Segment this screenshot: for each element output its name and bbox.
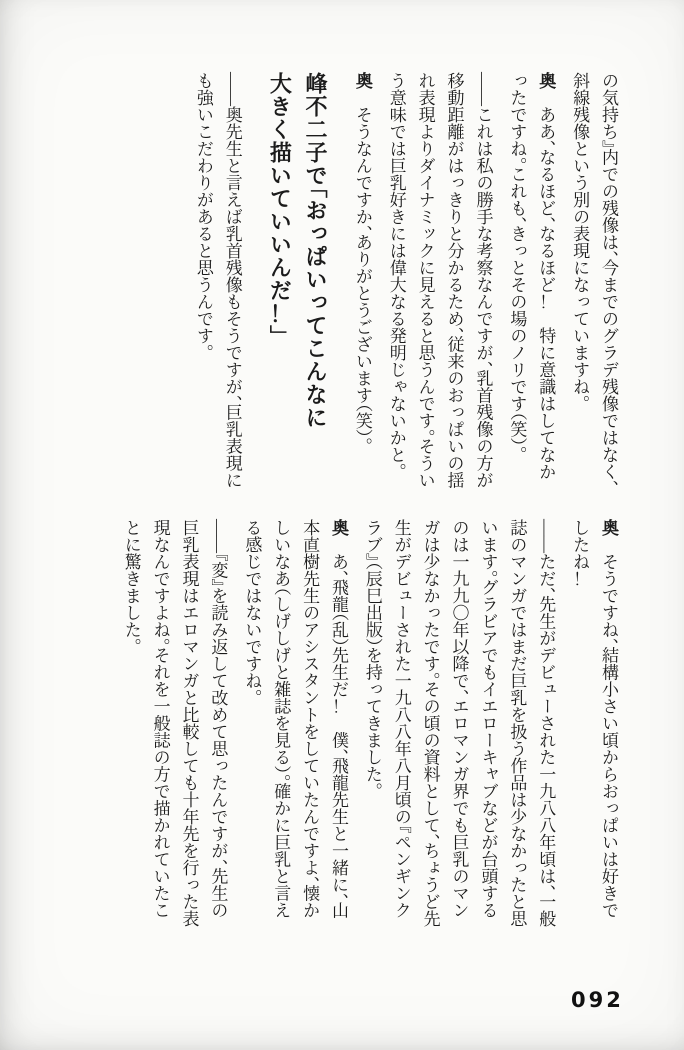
dialogue-text: ああ、なるほど、なるほど！ 特に意識はしてなかったですね。これも、きっとその場のノリです（笑）。 — [507, 72, 556, 480]
dialogue-text: そうですね、結構小さい頃からおっぱいは好きでしたね！ — [570, 519, 618, 919]
speaker-name: 奥 — [536, 72, 556, 89]
dialogue-speaker — [564, 519, 622, 931]
page-number: 092 — [571, 988, 624, 1012]
section-heading-line-2: 大きく描いていいんだ！」 — [267, 72, 293, 337]
dialogue-text: そうなんですか、ありがとうございます（笑）。 — [352, 89, 372, 446]
dialogue-speaker — [347, 72, 376, 492]
section-heading-line-1: 峰不二子で「おっぱいってこんなに — [302, 72, 328, 429]
dialogue-interviewer: ――『変』を読み返して改めて思ったんですが、先生の巨乳表現はエロマンガと比較しても十年先を行った表現なんですよね。それを一般誌の方で描かれていたことに驚きました。 — [121, 519, 228, 927]
text-band-bottom — [116, 519, 622, 931]
dialogue-continuation: の気持ち』内での残像は、今までのグラデ残像ではなく、斜線残像という別の表現になっていますね。 — [570, 72, 618, 489]
dialogue-interviewer: ――ただ、先生がデビューされた一九八八年頃は、一般誌のマンガではまだ巨乳を扱う作品は少なかったと思います。グラビアでもイエローキャブなどが台頭するのは一九九〇年以降で、エロマンガ界でも巨乳のマンガは少なかったです。その頃の資料として、ちょうど先生がデビューされた一九八八年八月頃の『ペンギンクラブ』（辰巳出版）を持ってきました。 — [362, 519, 556, 927]
speaker-name: 奥 — [328, 519, 348, 536]
dialogue-text: あ、飛龍（乱）先生だ！ 僕、飛龍先生と一緒に、山本直樹先生のアシスタントをしていたんですよ、懐かしいなあ（しげしげと雑誌を見る）。確かに巨乳と言える感じではないですね。 — [242, 519, 348, 919]
speaker-name: 奥 — [599, 519, 618, 536]
dialogue-speaker — [501, 72, 559, 492]
speaker-name: 奥 — [352, 72, 372, 89]
dialogue-interviewer: ――奥先生と言えば乳首残像もそうですが、巨乳表現にも強いこだわりがあると思うんです。 — [193, 72, 242, 489]
section-heading — [262, 72, 333, 492]
dialogue-speaker — [236, 519, 352, 931]
text-band-top — [188, 72, 622, 492]
dialogue-interviewer: ――これは私の勝手な考察なんですが、乳首残像の方が移動距離がはっきりと分かるため、従来のおっぱいの揺れ表現よりダイナミックに見えると思うんです。そういう意味では巨乳好きには偉大なる発明じゃないかと。 — [386, 72, 493, 489]
